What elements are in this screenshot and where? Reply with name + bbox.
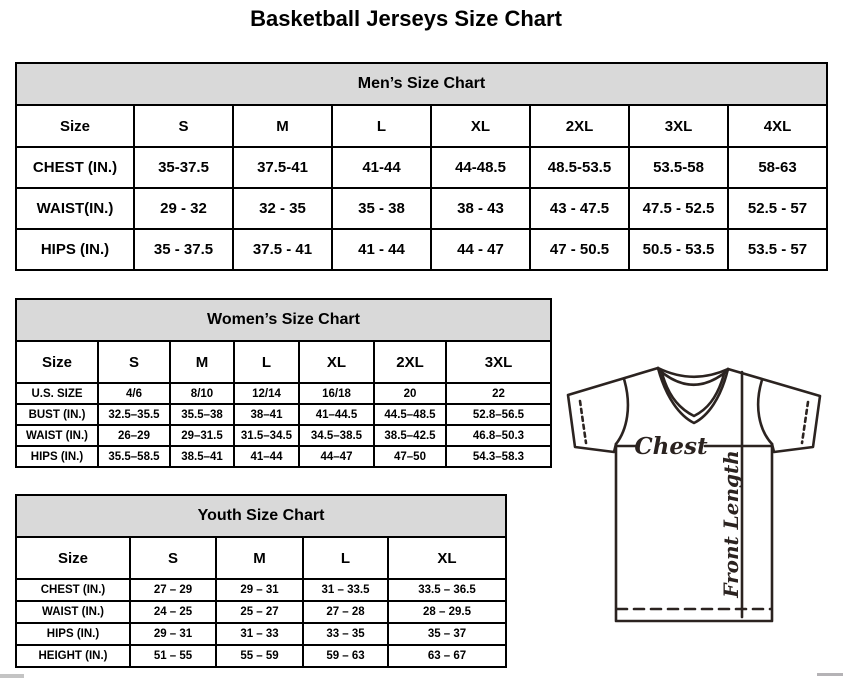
size-value-cell: 24 – 25 [130, 601, 216, 623]
size-value-cell: 27 – 28 [303, 601, 388, 623]
size-value-cell: 12/14 [234, 383, 299, 404]
size-value-cell: 35.5–38 [170, 404, 234, 425]
size-value-cell: 48.5-53.5 [530, 147, 629, 188]
size-value-cell: 41-44 [332, 147, 431, 188]
size-value-cell: 31 – 33 [216, 623, 303, 645]
size-value-cell: 53.5-58 [629, 147, 728, 188]
size-value-cell: 43 - 47.5 [530, 188, 629, 229]
size-value-cell: 29 - 32 [134, 188, 233, 229]
jersey-left-seam [616, 379, 628, 444]
col-header: L [303, 537, 388, 579]
size-value-cell: 35 – 37 [388, 623, 506, 645]
page-title: Basketball Jerseys Size Chart [250, 6, 562, 31]
mens-size-chart [15, 62, 828, 271]
size-value-cell: 44-48.5 [431, 147, 530, 188]
size-corner-header: Size [16, 537, 130, 579]
row-label: WAIST (IN.) [16, 425, 98, 446]
size-value-cell: 31.5–34.5 [234, 425, 299, 446]
size-value-cell: 35.5–58.5 [98, 446, 170, 467]
size-corner-header: Size [16, 105, 134, 147]
size-value-cell: 34.5–38.5 [299, 425, 374, 446]
left-sleeve-hem-dash [580, 401, 586, 443]
row-label: HIPS (IN.) [16, 623, 130, 645]
scrollbar-fragment-right [817, 673, 843, 676]
col-header: M [233, 105, 332, 147]
table-row [16, 623, 506, 645]
youth-size-table [15, 536, 507, 668]
size-value-cell: 26–29 [98, 425, 170, 446]
col-header: 2XL [374, 341, 446, 383]
size-value-cell: 47.5 - 52.5 [629, 188, 728, 229]
size-value-cell: 16/18 [299, 383, 374, 404]
size-value-cell: 37.5 - 41 [233, 229, 332, 270]
size-value-cell: 35-37.5 [134, 147, 233, 188]
size-value-cell: 38.5–41 [170, 446, 234, 467]
right-sleeve-hem-dash [802, 402, 808, 443]
scrollbar-fragment-left [0, 674, 24, 678]
size-value-cell: 38–41 [234, 404, 299, 425]
size-value-cell: 47 - 50.5 [530, 229, 629, 270]
size-value-cell: 38 - 43 [431, 188, 530, 229]
table-row [16, 425, 551, 446]
col-header: S [134, 105, 233, 147]
size-value-cell: 33 – 35 [303, 623, 388, 645]
col-header: 4XL [728, 105, 827, 147]
size-value-cell: 58-63 [728, 147, 827, 188]
jersey-right-seam [758, 380, 772, 444]
col-header: XL [388, 537, 506, 579]
size-value-cell: 32.5–35.5 [98, 404, 170, 425]
size-header-row [16, 537, 506, 579]
size-header-row [16, 105, 827, 147]
size-value-cell: 46.8–50.3 [446, 425, 551, 446]
size-value-cell: 53.5 - 57 [728, 229, 827, 270]
col-header: S [98, 341, 170, 383]
size-value-cell: 27 – 29 [130, 579, 216, 601]
size-value-cell: 37.5-41 [233, 147, 332, 188]
size-value-cell: 50.5 - 53.5 [629, 229, 728, 270]
col-header: L [234, 341, 299, 383]
size-value-cell: 44 - 47 [431, 229, 530, 270]
size-value-cell: 29 – 31 [130, 623, 216, 645]
row-label: BUST (IN.) [16, 404, 98, 425]
size-value-cell: 54.3–58.3 [446, 446, 551, 467]
size-value-cell: 59 – 63 [303, 645, 388, 667]
col-header: M [170, 341, 234, 383]
row-label: HEIGHT (IN.) [16, 645, 130, 667]
size-value-cell: 32 - 35 [233, 188, 332, 229]
size-value-cell: 8/10 [170, 383, 234, 404]
size-value-cell: 44.5–48.5 [374, 404, 446, 425]
mens-size-table [15, 104, 828, 271]
size-value-cell: 31 – 33.5 [303, 579, 388, 601]
size-value-cell: 4/6 [98, 383, 170, 404]
womens-size-table [15, 340, 552, 468]
youth-chart-banner: Youth Size Chart [15, 494, 507, 536]
table-row [16, 147, 827, 188]
table-row [16, 446, 551, 467]
row-label: WAIST (IN.) [16, 601, 130, 623]
row-label: U.S. SIZE [16, 383, 98, 404]
table-row [16, 404, 551, 425]
youth-size-chart [15, 494, 507, 668]
table-row [16, 601, 506, 623]
col-header: 3XL [629, 105, 728, 147]
size-value-cell: 20 [374, 383, 446, 404]
col-header: M [216, 537, 303, 579]
womens-chart-banner: Women’s Size Chart [15, 298, 552, 340]
size-value-cell: 35 - 37.5 [134, 229, 233, 270]
size-value-cell: 33.5 – 36.5 [388, 579, 506, 601]
table-row [16, 383, 551, 404]
row-label: HIPS (IN.) [16, 446, 98, 467]
size-value-cell: 29–31.5 [170, 425, 234, 446]
size-value-cell: 41–44 [234, 446, 299, 467]
row-label: CHEST (IN.) [16, 579, 130, 601]
col-header: 2XL [530, 105, 629, 147]
chest-label: Chest [634, 433, 708, 460]
col-header: XL [431, 105, 530, 147]
jersey-body-outline [616, 444, 772, 621]
front-length-label: Front Length [719, 450, 743, 598]
table-row [16, 645, 506, 667]
table-row [16, 579, 506, 601]
size-value-cell: 29 – 31 [216, 579, 303, 601]
size-value-cell: 51 – 55 [130, 645, 216, 667]
size-value-cell: 25 – 27 [216, 601, 303, 623]
size-value-cell: 38.5–42.5 [374, 425, 446, 446]
size-value-cell: 47–50 [374, 446, 446, 467]
womens-size-chart [15, 298, 552, 468]
row-label: HIPS (IN.) [16, 229, 134, 270]
col-header: XL [299, 341, 374, 383]
size-value-cell: 52.5 - 57 [728, 188, 827, 229]
jersey-measurement-diagram [558, 358, 840, 632]
size-corner-header: Size [16, 341, 98, 383]
size-value-cell: 41 - 44 [332, 229, 431, 270]
size-value-cell: 52.8–56.5 [446, 404, 551, 425]
col-header: 3XL [446, 341, 551, 383]
size-value-cell: 22 [446, 383, 551, 404]
col-header: S [130, 537, 216, 579]
col-header: L [332, 105, 431, 147]
size-value-cell: 63 – 67 [388, 645, 506, 667]
size-value-cell: 28 – 29.5 [388, 601, 506, 623]
row-label: WAIST(IN.) [16, 188, 134, 229]
size-value-cell: 44–47 [299, 446, 374, 467]
size-value-cell: 55 – 59 [216, 645, 303, 667]
size-header-row [16, 341, 551, 383]
row-label: CHEST (IN.) [16, 147, 134, 188]
mens-chart-banner: Men’s Size Chart [15, 62, 828, 104]
table-row [16, 229, 827, 270]
table-row [16, 188, 827, 229]
size-value-cell: 41–44.5 [299, 404, 374, 425]
size-value-cell: 35 - 38 [332, 188, 431, 229]
